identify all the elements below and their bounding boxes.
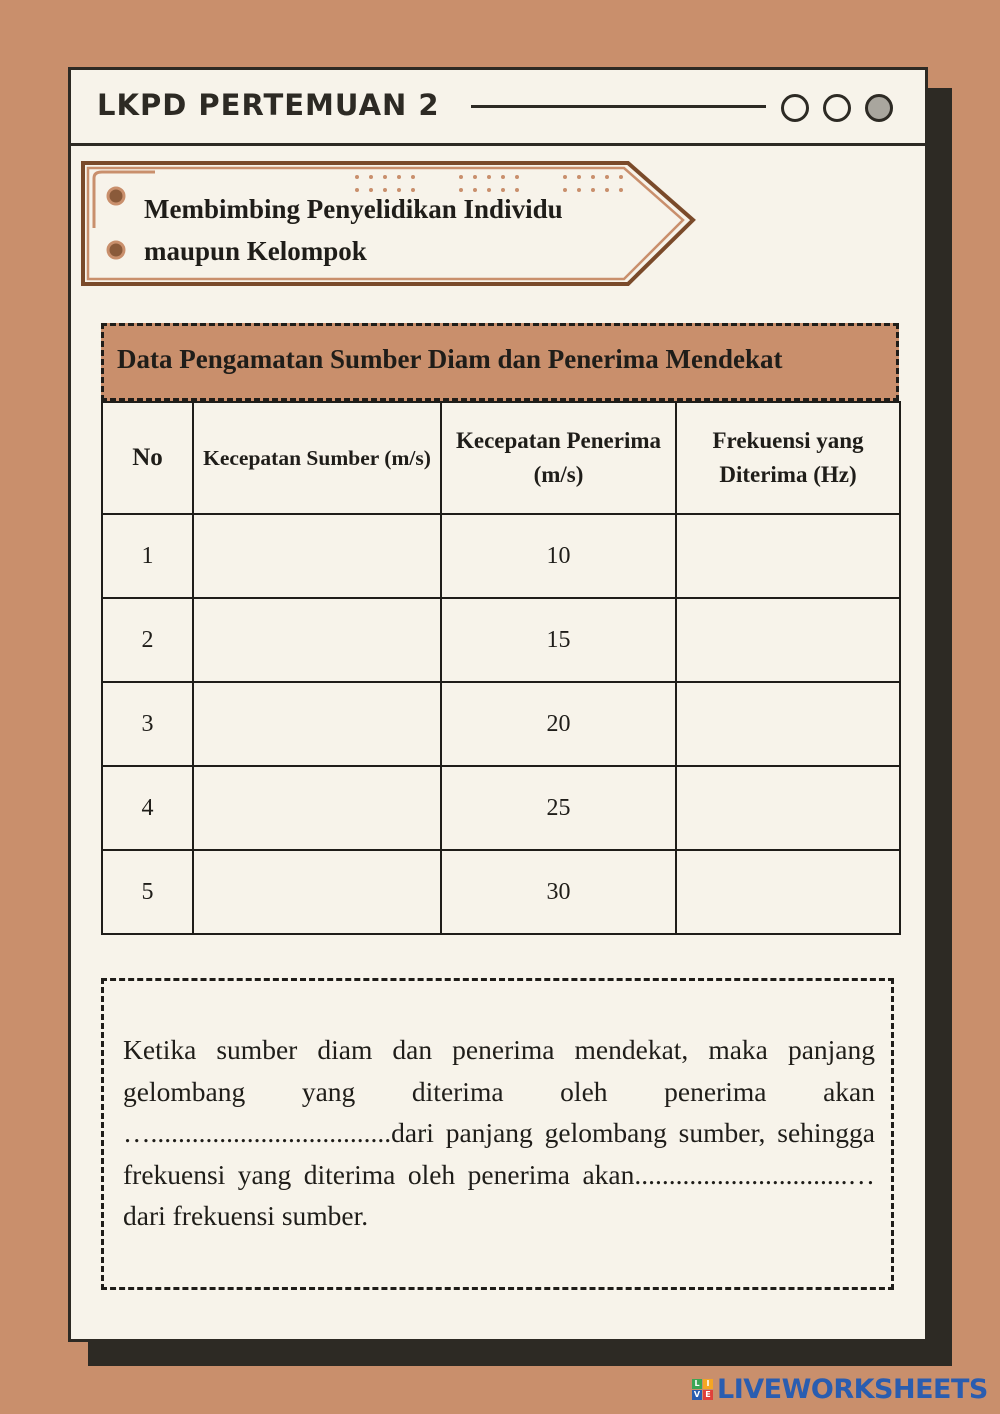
cell-receiver-speed: 10 (441, 514, 676, 598)
table-header-row (102, 402, 900, 514)
cell-receiver-speed: 15 (441, 598, 676, 682)
cell-frequency[interactable] (676, 598, 900, 682)
badge-letter: V (693, 1389, 701, 1399)
cell-receiver-speed: 30 (441, 850, 676, 934)
circle-icon (823, 94, 851, 122)
cell-no: 4 (102, 766, 193, 850)
banner-heading (144, 188, 614, 272)
table-row (102, 766, 900, 850)
worksheet-header (71, 70, 925, 146)
cell-source-speed[interactable] (193, 682, 441, 766)
conclusion-box (101, 978, 894, 1290)
cell-source-speed[interactable] (193, 766, 441, 850)
cell-source-speed[interactable] (193, 598, 441, 682)
cell-no: 2 (102, 598, 193, 682)
badge-letter: E (703, 1390, 713, 1400)
badge-letter: L (692, 1379, 702, 1389)
banner-line-2: maupun Kelompok (144, 236, 367, 266)
column-header-receiver-speed: Kecepatan Penerima (m/s) (441, 402, 676, 514)
table-row (102, 682, 900, 766)
header-divider-line (471, 105, 766, 108)
cell-source-speed[interactable] (193, 514, 441, 598)
table-row (102, 598, 900, 682)
badge-letter: I (703, 1379, 713, 1389)
table-row (102, 514, 900, 598)
cell-source-speed[interactable] (193, 850, 441, 934)
conclusion-text: Ketika sumber diam dan penerima mendekat, maka panjang gelombang yang diterima oleh penerima akan …...................................dari panjang gelombang sumber, sehingga frekuensi yang diterima oleh penerima akan...............................…dari frekuensi sumber. (123, 1034, 875, 1231)
liveworksheets-badge-icon (692, 1379, 713, 1400)
liveworksheets-wordmark: LIVEWORKSHEETS (717, 1373, 988, 1405)
column-header-no: No (102, 402, 193, 514)
cell-frequency[interactable] (676, 682, 900, 766)
column-header-frequency: Frekuensi yang Diterima (Hz) (676, 402, 900, 514)
circle-icon (781, 94, 809, 122)
table-title-box (101, 323, 899, 401)
observation-table (101, 401, 901, 935)
worksheet-title: LKPD PERTEMUAN 2 (97, 88, 440, 122)
cell-frequency[interactable] (676, 514, 900, 598)
filled-circle-icon (865, 94, 893, 122)
liveworksheets-logo (692, 1372, 988, 1406)
cell-frequency[interactable] (676, 766, 900, 850)
column-header-source-speed: Kecepatan Sumber (m/s) (193, 402, 441, 514)
cell-no: 1 (102, 514, 193, 598)
cell-receiver-speed: 25 (441, 766, 676, 850)
cell-no: 3 (102, 682, 193, 766)
cell-frequency[interactable] (676, 850, 900, 934)
table-row (102, 850, 900, 934)
cell-receiver-speed: 20 (441, 682, 676, 766)
table-title: Data Pengamatan Sumber Diam dan Penerima Mendekat (117, 344, 783, 374)
cell-no: 5 (102, 850, 193, 934)
banner-line-1: Membimbing Penyelidikan Individu (144, 194, 563, 224)
